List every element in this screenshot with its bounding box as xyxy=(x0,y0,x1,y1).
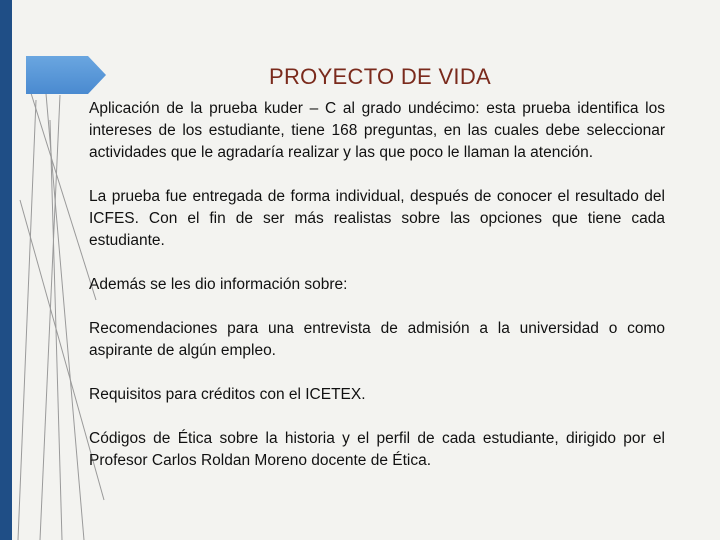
slide-title: PROYECTO DE VIDA xyxy=(269,64,491,89)
paragraph-individual-delivery: La prueba fue entregada de forma individual, después de conocer el resultado del ICFES. Con el fin de ser más realistas sobre las opciones que tiene cada estudiante. xyxy=(89,188,665,249)
paragraph-info-intro: Además se les dio información sobre: xyxy=(89,276,348,293)
slide-body xyxy=(89,98,665,494)
paragraph-icetex-requirements: Requisitos para créditos con el ICETEX. xyxy=(89,386,366,403)
paragraph-ethics-codes: Códigos de Ética sobre la historia y el perfil de cada estudiante, dirigido por el Profesor Carlos Roldan Moreno docente de Ética. xyxy=(89,430,665,469)
paragraph-kuder-test: Aplicación de la prueba kuder – C al grado undécimo: esta prueba identifica los intereses de los estudiante, tiene 168 preguntas, en las cuales debe seleccionar actividades que le agradaría realizar y las que poco le llaman la atención. xyxy=(89,100,665,161)
paragraph-interview-recommendations: Recomendaciones para una entrevista de admisión a la universidad o como aspirante de algún empleo. xyxy=(89,320,665,359)
